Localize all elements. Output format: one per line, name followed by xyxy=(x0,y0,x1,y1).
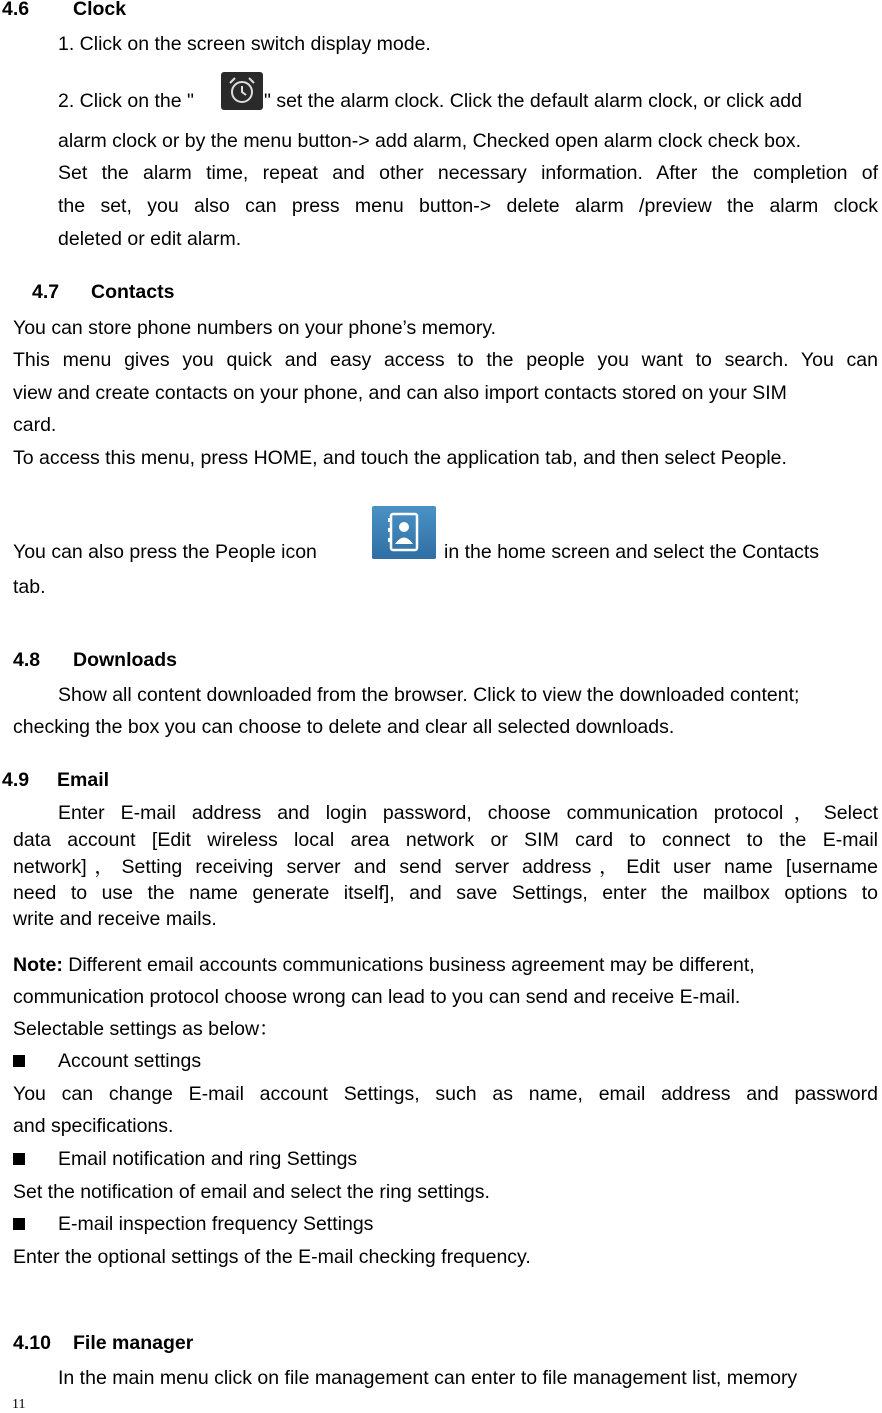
clock-step-2-start: 2. Click on the " xyxy=(58,90,194,112)
contacts-line-7: tab. xyxy=(13,576,46,598)
section-4-10-number: 4.10 xyxy=(13,1332,51,1354)
people-icon xyxy=(372,506,436,559)
contacts-line-6-end: in the home screen and select the Contacts xyxy=(444,541,820,563)
contacts-line-1: You can store phone numbers on your phone’s memory. xyxy=(13,317,497,339)
clock-step-2-end: " set the alarm clock. Click the default alarm clock, or click add xyxy=(264,90,802,112)
downloads-line-1: Show all content downloaded from the browser. Click to view the downloaded content; xyxy=(58,684,800,706)
clock-step-1: 1. Click on the screen switch display mode. xyxy=(58,33,431,55)
bullet-square-icon xyxy=(13,1218,25,1230)
downloads-line-2: checking the box you can choose to delete and clear all selected downloads. xyxy=(13,716,675,738)
bullet-email-notification: Email notification and ring Settings xyxy=(58,1148,358,1170)
account-settings-desc-1: You can change E-mail account Settings, such as name, email address and password xyxy=(13,1083,878,1105)
contacts-line-6-start: You can also press the People icon xyxy=(13,541,317,563)
section-4-9-number: 4.9 xyxy=(2,769,30,791)
email-line-4: need to use the name generate itself], and save Settings, enter the mailbox options to xyxy=(13,882,878,904)
section-4-10-title: File manager xyxy=(73,1332,194,1354)
file-manager-line-1: In the main menu click on file management can enter to file management list, memory xyxy=(58,1367,798,1389)
email-line-2: data account [Edit wireless local area network or SIM card to connect to the E-mail xyxy=(13,829,878,851)
bullet-inspection-frequency: E-mail inspection frequency Settings xyxy=(58,1213,374,1235)
email-note xyxy=(13,953,755,977)
clock-paragraph-line-4: the set, you also can press menu button-> delete alarm /preview the alarm clock xyxy=(58,195,878,217)
section-4-8-number: 4.8 xyxy=(13,649,41,671)
section-4-6-number: 4.6 xyxy=(2,0,30,20)
section-4-7-number: 4.7 xyxy=(32,281,60,303)
note-text: Different email accounts communications business agreement may be different, xyxy=(62,954,755,976)
contacts-line-3: view and create contacts on your phone, and can also import contacts stored on your SIM xyxy=(13,382,787,404)
account-settings-desc-2: and specifications. xyxy=(13,1115,174,1137)
bullet-account-settings: Account settings xyxy=(58,1050,202,1072)
section-4-7-title: Contacts xyxy=(91,281,175,303)
clock-paragraph-line-3: Set the alarm time, repeat and other necessary information. After the completion of xyxy=(58,162,878,184)
alarm-clock-icon xyxy=(221,72,263,110)
clock-paragraph-line-2: alarm clock or by the menu button-> add alarm, Checked open alarm clock check box. xyxy=(58,130,801,152)
email-line-3: network]，Setting receiving server and send server address，Edit user name [username xyxy=(13,856,878,878)
email-line-1: Enter E-mail address and login password, choose communication protocol，Select xyxy=(58,802,878,824)
contacts-line-4: card. xyxy=(13,414,57,436)
bullet-square-icon xyxy=(13,1153,25,1165)
bullet-square-icon xyxy=(13,1055,25,1067)
section-4-8-title: Downloads xyxy=(73,649,178,671)
email-line-5: write and receive mails. xyxy=(13,908,217,930)
email-selectable-settings: Selectable settings as below： xyxy=(13,1018,279,1040)
page-number: 11 xyxy=(12,1397,26,1412)
contacts-line-5: To access this menu, press HOME, and touch the application tab, and then select People. xyxy=(13,447,787,469)
email-note-line-2: communication protocol choose wrong can lead to you can send and receive E-mail. xyxy=(13,986,741,1008)
note-label: Note: xyxy=(13,954,63,976)
clock-paragraph-line-5: deleted or edit alarm. xyxy=(58,228,242,250)
contacts-line-2: This menu gives you quick and easy access to the people you want to search. You can xyxy=(13,349,878,371)
email-notification-desc: Set the notification of email and select the ring settings. xyxy=(13,1181,490,1203)
section-4-9-title: Email xyxy=(57,769,110,791)
section-4-6-title: Clock xyxy=(73,0,127,20)
inspection-frequency-desc: Enter the optional settings of the E-mail checking frequency. xyxy=(13,1246,531,1268)
